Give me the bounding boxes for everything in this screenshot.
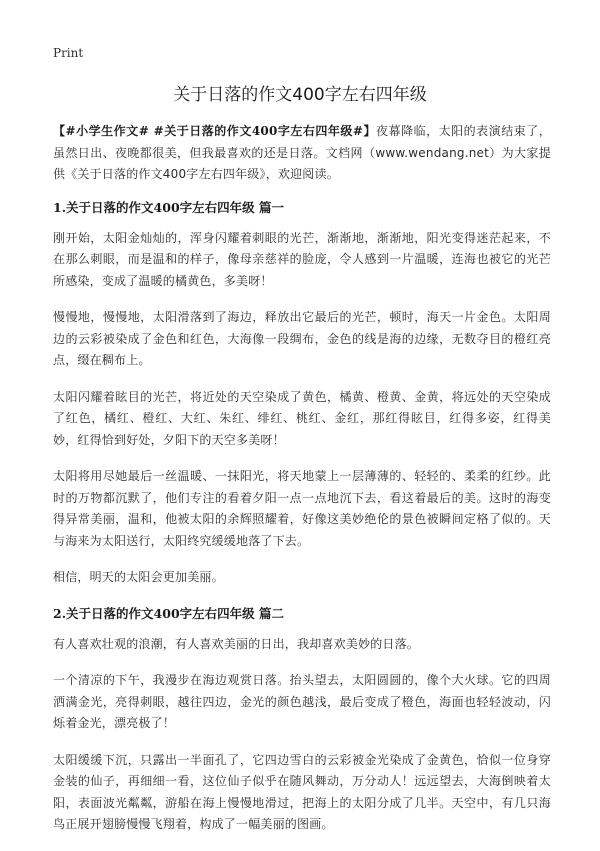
section-2-paragraph-1: 有人喜欢壮观的浪潮，有人喜欢美丽的日出，我却喜欢美妙的日落。 (53, 636, 420, 651)
intro-paragraph (53, 121, 551, 186)
intro-tags: 【#小学生作文# #关于日落的作文400字左右四年级#】 (53, 124, 377, 138)
section-1-paragraph-5: 相信，明天的太阳会更加美丽。 (53, 570, 224, 584)
section-2-paragraph-3: 太阳缓缓下沉，只露出一半面孔了，它四边雪白的云彩被金光染成了金黄色，恰似一位身穿金装的仙子，再细细一看，这位仙子似乎在随风舞动，万分动人！远远望去，大海倒映着太阳，表面波光粼粼，游船在海上慢慢地滑过，把海上的太阳分成了几半。天空中，有几只海鸟正展开翅膀慢慢飞翔着，构成了一幅美丽的图画。 (53, 752, 551, 831)
section-1-paragraph-3: 太阳闪耀着眩目的光芒，将近处的天空染成了黄色，橘黄、橙黄、金黄，将远处的天空染成了红色，橘红、橙红、大红、朱红、绯红、桃红、金红，那红得眩目，红得多姿，红得美妙，红得恰到好处，夕阳下的天空多美呀！ (53, 389, 551, 447)
section-1-paragraph-4: 太阳将用尽她最后一丝温暖、一抹阳光，将天地蒙上一层薄薄的、轻轻的、柔柔的红纱。此时的万物都沉默了，他们专注的看着夕阳一点一点地沉下去，看这着最后的美。这时的海变得异常美丽，温和，他被太阳的余辉照耀着，好像这美妙绝伦的景色被瞬间定格了似的。天与海来为太阳送行，太阳终究缓缓地落了下去。 (53, 469, 551, 548)
section-2-paragraph-2: 一个清凉的下午，我漫步在海边观赏日落。抬头望去，太阳圆圆的，像个大火球。它的四周洒满金光，亮得刺眼，越往四边，金光的颜色越浅，最后变成了橙色，海面也轻轻波动，闪烁着金光，漂亮极了！ (53, 673, 551, 730)
page-title: 关于日落的作文400字左右四年级 (173, 85, 427, 105)
intro-text: 夜幕降临，太阳的表演结束了，虽然日出、夜晚都很美，但我最喜欢的还是日落。文档网（www.wendang.net）为大家提供《关于日落的作文400字左右四年级》，欢迎阅读。 (53, 124, 551, 181)
section-heading-1: 1.关于日落的作文400字左右四年级 篇一 (53, 199, 284, 215)
section-heading-2: 2.关于日落的作文400字左右四年级 篇二 (53, 605, 284, 621)
print-link[interactable]: Print (53, 46, 84, 60)
section-1-paragraph-2: 慢慢地，慢慢地，太阳滑落到了海边，释放出它最后的光芒，顿时，海天一片金色。太阳周边的云彩被染成了金色和红色，大海像一段绸布，金色的线是海的边缘，无数夺目的橙红亮点，缀在稠布上。 (53, 310, 551, 367)
section-1-paragraph-1: 刚开始，太阳金灿灿的，浑身闪耀着刺眼的光芒，渐渐地，渐渐地，阳光变得迷茫起来，不在那么刺眼，而是温和的样子，像母亲慈祥的脸庞，令人感到一片温暖，连海也被它的光芒所感染，变成了温暖的橘黄色，多美呀！ (53, 230, 551, 288)
article-body (53, 121, 551, 851)
